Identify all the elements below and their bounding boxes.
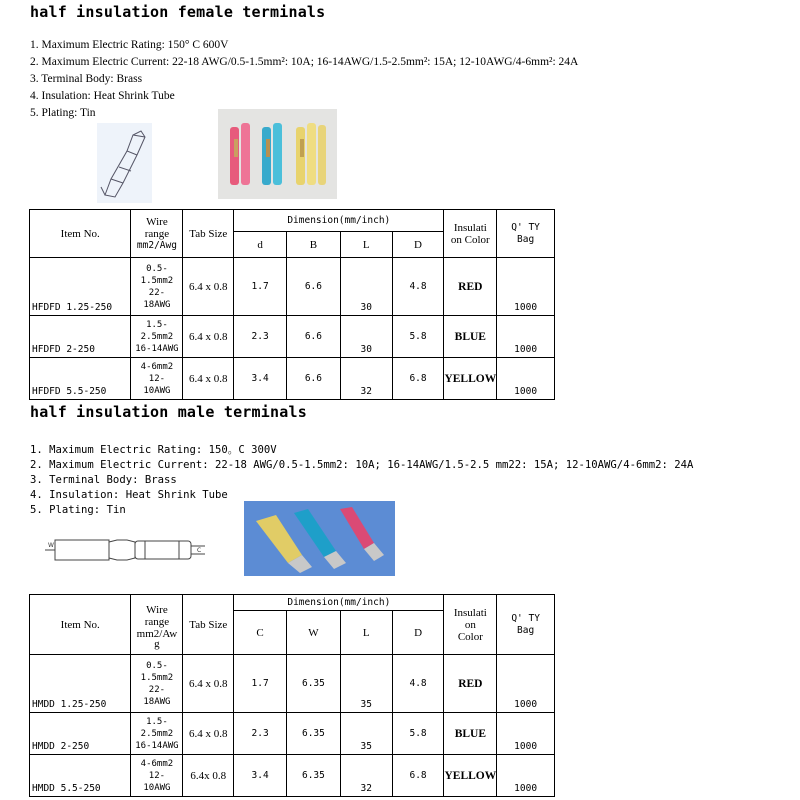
item-no-cell: HFDFD 5.5-250 [30,358,131,400]
female-spec-5: 5. Plating: Tin [30,107,96,119]
dim-w-cell: 6.35 [287,755,341,797]
qty-cell: 1000 [497,655,555,713]
qty-cell: 1000 [497,316,555,358]
item-no-cell: HMDD 5.5-250 [30,755,131,797]
male-spec-5: 5. Plating: Tin [30,504,126,516]
wire-range-cell: 4-6mm2 12- 10AWG [131,358,183,400]
dim-c-cell: 1.7 [234,655,287,713]
male-spec-table [29,594,555,797]
dim-l-cell: 35 [340,713,392,755]
dim-l-cell: 35 [340,655,392,713]
qty-cell: 1000 [497,258,555,316]
dim-l-cell: 30 [340,258,392,316]
male-header-dim-l: L [340,611,392,655]
wire-range-cell: 1.5- 2.5mm2 16-14AWG [131,713,183,755]
female-header-dim-l: L [340,232,392,258]
dim-l-cell: 32 [340,755,392,797]
female-header-tab: Tab Size [183,210,234,258]
male-spec-2: 2. Maximum Electric Current: 22-18 AWG/0.5-1.5mm2: 10A; 16-14AWG/1.5-2.5 mm22: 15A; 12-10AWG/4-6mm2: 24A [30,459,694,471]
svg-text:C: C [197,547,202,554]
wire-range-cell: 4-6mm2 12- 10AWG [131,755,183,797]
tab-size-cell: 6.4x 0.8 [183,755,234,797]
svg-text:W: W [48,542,54,549]
table-row [30,655,555,713]
table-row [30,755,555,797]
male-header-insulation: Insulati on Color [444,595,497,655]
female-spec-3: 3. Terminal Body: Brass [30,73,143,85]
qty-cell: 1000 [497,358,555,400]
female-terminals-photo [218,109,337,199]
tab-size-cell: 6.4 x 0.8 [183,258,234,316]
dim-b-cell: 6.6 [287,258,341,316]
dim-b-cell: 6.6 [287,316,341,358]
dim-dd-cell: 4.8 [392,258,444,316]
female-header-wire: Wire range mm2/Awg [131,210,183,258]
tab-size-cell: 6.4 x 0.8 [183,316,234,358]
insulation-color-cell: BLUE [444,316,497,358]
male-header-item: Item No. [30,595,131,655]
male-section-title: half insulation male terminals [30,403,307,421]
insulation-color-cell: YELLOW [444,755,497,797]
tab-size-cell: 6.4 x 0.8 [183,358,234,400]
male-spec-1: 1. Maximum Electric Rating: 150。C 300V [30,444,277,456]
female-terminal-drawing [97,123,152,203]
table-row [30,258,555,316]
female-header-item: Item No. [30,210,131,258]
female-header-dim-b: B [287,232,341,258]
dim-dd-cell: 6.8 [392,358,444,400]
dim-l-cell: 30 [340,316,392,358]
female-header-insulation: Insulati on Color [444,210,497,258]
wire-range-cell: 0.5- 1.5mm2 22- 18AWG [131,258,183,316]
male-terminals-photo [244,501,395,576]
item-no-cell: HMDD 2-250 [30,713,131,755]
dim-d-cell: 3.4 [234,358,287,400]
dim-d-cell: 4.8 [392,655,444,713]
male-header-qty: Q' TY Bag [497,595,555,655]
qty-cell: 1000 [497,755,555,797]
male-header-tab: Tab Size [183,595,234,655]
dim-d-cell: 1.7 [234,258,287,316]
female-spec-1: 1. Maximum Electric Rating: 150° C 600V [30,39,229,51]
insulation-color-cell: YELLOW [444,358,497,400]
dim-d-cell: 6.8 [392,755,444,797]
dim-w-cell: 6.35 [287,655,341,713]
male-header-dimension: Dimension(mm/inch) [234,595,444,611]
dim-dd-cell: 5.8 [392,316,444,358]
table-row [30,713,555,755]
female-spec-4: 4. Insulation: Heat Shrink Tube [30,90,175,102]
female-section-title: half insulation female terminals [30,3,326,21]
dim-l-cell: 32 [340,358,392,400]
female-header-qty: Q' TY Bag [497,210,555,258]
insulation-color-cell: RED [444,655,497,713]
dim-d-cell: 2.3 [234,316,287,358]
wire-range-cell: 1.5- 2.5mm2 16-14AWG [131,316,183,358]
wire-range-cell: 0.5- 1.5mm2 22- 18AWG [131,655,183,713]
table-row [30,316,555,358]
male-header-dim-w: W [287,611,341,655]
male-spec-4: 4. Insulation: Heat Shrink Tube [30,489,228,501]
female-spec-2: 2. Maximum Electric Current: 22-18 AWG/0.5-1.5mm²: 10A; 16-14AWG/1.5-2.5mm²: 15A; 12-10AWG/4-6mm²: 24A [30,56,579,68]
dim-d-cell: 5.8 [392,713,444,755]
dim-c-cell: 3.4 [234,755,287,797]
qty-cell: 1000 [497,713,555,755]
male-header-dim-c: C [234,611,287,655]
item-no-cell: HMDD 1.25-250 [30,655,131,713]
male-header-dim-d: D [392,611,444,655]
female-header-dim-d: d [234,232,287,258]
female-header-dimension: Dimension(mm/inch) [234,210,444,232]
insulation-color-cell: BLUE [444,713,497,755]
male-spec-3: 3. Terminal Body: Brass [30,474,177,486]
female-spec-table [29,209,555,400]
insulation-color-cell: RED [444,258,497,316]
male-header-wire: Wire range mm2/Aw g [131,595,183,655]
dim-b-cell: 6.6 [287,358,341,400]
male-terminal-drawing [45,532,210,570]
tab-size-cell: 6.4 x 0.8 [183,655,234,713]
dim-w-cell: 6.35 [287,713,341,755]
dim-c-cell: 2.3 [234,713,287,755]
item-no-cell: HFDFD 1.25-250 [30,258,131,316]
tab-size-cell: 6.4 x 0.8 [183,713,234,755]
item-no-cell: HFDFD 2-250 [30,316,131,358]
table-row [30,358,555,400]
female-header-dim-dd: D [392,232,444,258]
